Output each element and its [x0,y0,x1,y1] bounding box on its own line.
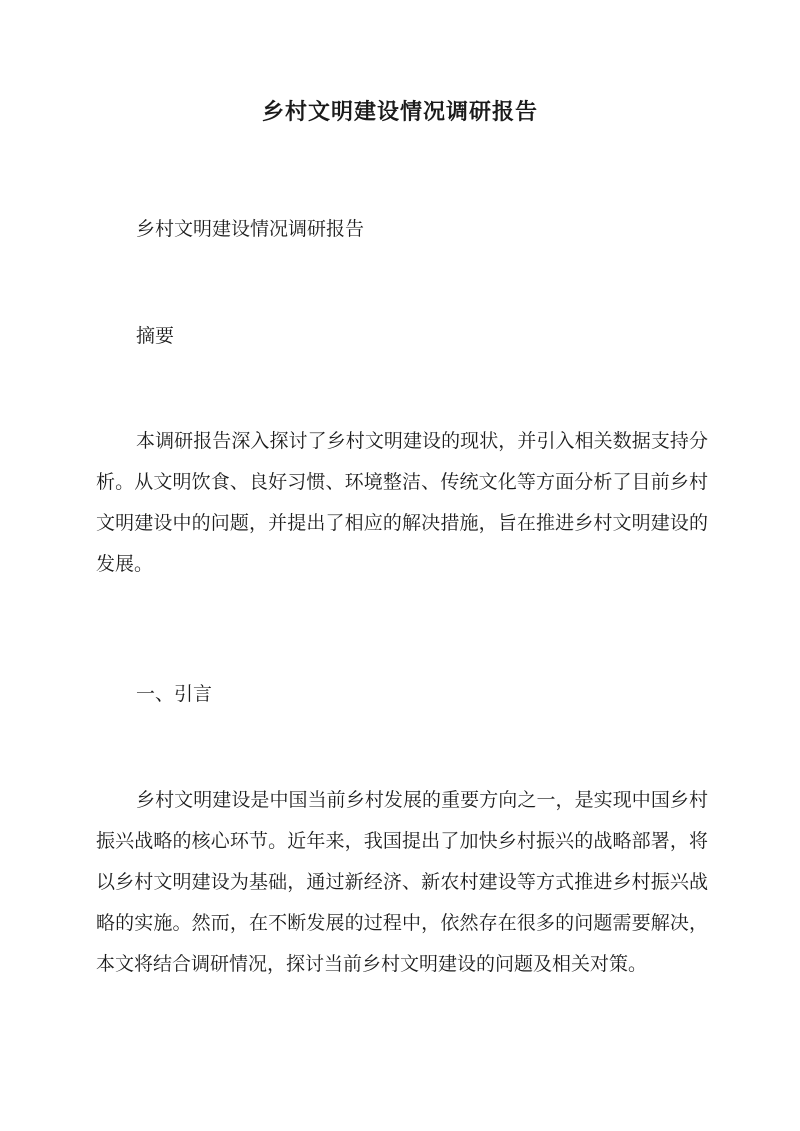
introduction-paragraph: 乡村文明建设是中国当前乡村发展的重要方向之一，是实现中国乡村振兴战略的核心环节。近年来，我国提出了加快乡村振兴的战略部署，将以乡村文明建设为基础，通过新经济、新农村建设等方式推进乡村振兴战略的实施。然而，在不断发展的过程中，依然存在很多的问题需要解决，本文将结合调研情况，探讨当前乡村文明建设的问题及相关对策。 [96,789,708,975]
abstract-paragraph: 本调研报告深入探讨了乡村文明建设的现状，并引入相关数据支持分析。从文明饮食、良好习惯、环境整洁、传统文化等方面分析了目前乡村文明建设中的问题，并提出了相应的解决措施，旨在推进乡村文明建设的发展。 [96,430,708,575]
abstract-heading: 摘要 [136,325,175,347]
document-title: 乡村文明建设情况调研报告 [261,99,538,125]
section-heading-introduction: 一、引言 [136,683,213,705]
subtitle: 乡村文明建设情况调研报告 [136,218,365,240]
